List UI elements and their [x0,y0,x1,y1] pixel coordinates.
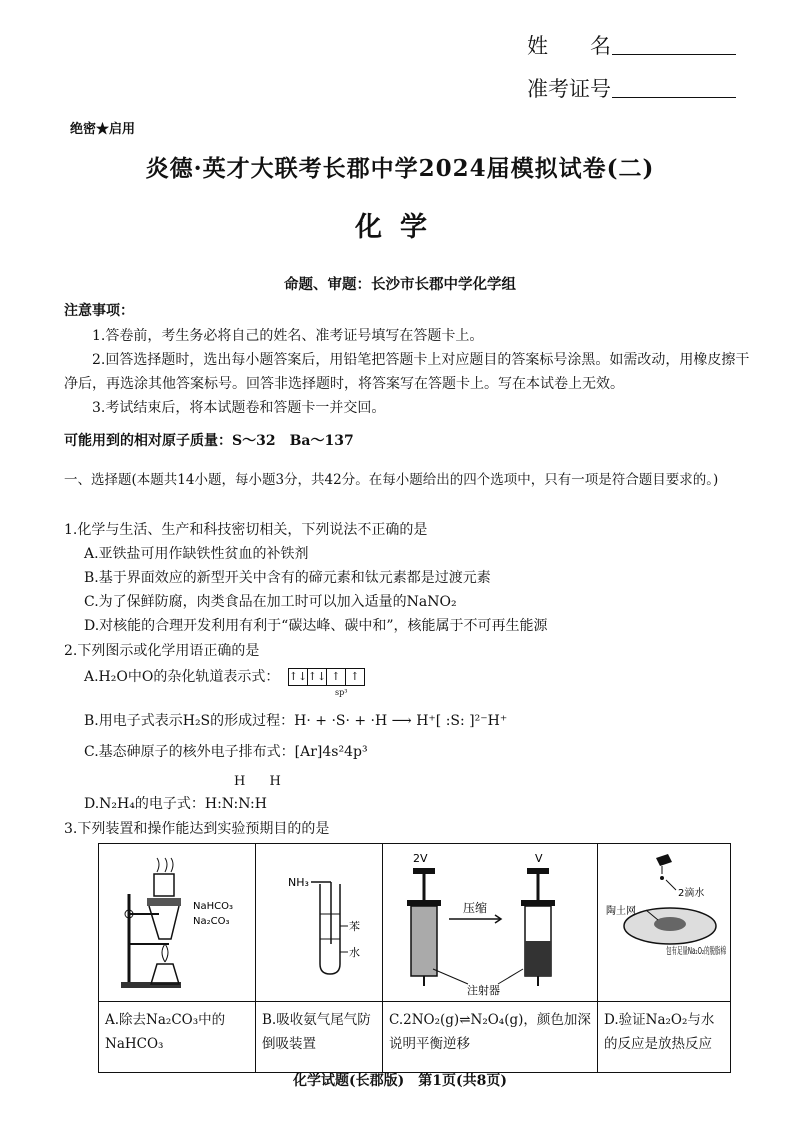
name-label: 姓 名 [527,34,611,58]
orbital-diagram [288,668,364,686]
q1-option-a: A.亚铁盐可用作缺铁性贫血的补铁剂 [84,546,309,562]
q2-option-a [84,666,744,686]
section-header: 一、选择题(本题共14小题，每小题3分，共42分。在每小题给出的四个选项中，只有一项是符合题目要求的。) [64,472,719,488]
q3-figure-b [256,844,383,1002]
fig-b-water-label: 水 [349,946,360,959]
orbital-box: ↑↓ [307,668,327,686]
q1-option-b: B.基于界面效应的新型开关中含有的碲元素和钛元素都是过渡元素 [84,570,491,586]
q2-option-d: D.N₂H₄的电子式：H:N:N:H [84,796,267,812]
question-1-stem: 1.化学与生活、生产和科技密切相关，下列说法不正确的是 [64,522,428,538]
fig-b-benzene-label: 苯 [349,920,360,933]
note-item: 2.回答选择题时，选出每小题答案后，用铅笔把答题卡上对应题目的答案标号涂黑。如需改动，用橡皮擦干净后，再选涂其他答案标号。回答非选择题时，将答案写在答题卡上。写在本试卷上无效。 [64,352,750,392]
q3-apparatus-table [98,843,771,1073]
page-footer: 化学试题(长郡版) 第1页(共8页) [293,1073,507,1089]
orbital-box: ↑ [326,668,346,686]
heating-apparatus-figure [99,844,255,997]
q3-caption-a: A.除去Na₂CO₃中的NaHCO₃ [99,1002,256,1073]
q3-caption-b: B.吸收氨气尾气防倒吸装置 [256,1002,383,1073]
q2-option-b: B.用电子式表示H₂S的形成过程：H· + ·S· + ·H ⟶ H⁺[ :S: ]²⁻H⁺ [84,713,508,729]
subject-title: 化学 [355,212,445,243]
q3-figure-c [383,844,598,1002]
sp3-label: sp³ [335,688,348,697]
n2h4-top-hydrogens: H H [234,774,291,789]
q1-option-c: C.为了保鲜防腐，肉类食品在加工时可以加入适量的NaNO₂ [84,594,457,610]
sodium-peroxide-figure [598,844,771,997]
q2-option-a-text: A.H₂O中O的杂化轨道表示式： [84,669,280,685]
fig-d-drops-label: 2滴水 [678,888,705,899]
q3-caption-c: C.2NO₂(g)⇌N₂O₄(g)，颜色加深说明平衡逆移 [383,1002,598,1073]
notes-title: 注意事项： [64,303,134,319]
syringe-compression-figure [383,844,597,997]
name-input-line[interactable] [612,32,736,55]
orbital-box: ↑ [345,668,365,686]
ammonia-absorption-figure [256,844,382,997]
exam-title: 炎德·英才大联考长郡中学2024届模拟试卷(二) [145,155,655,182]
exam-id-label: 准考证号 [527,77,611,101]
note-item: 1.答卷前，考生务必将自己的姓名、准考证号填写在答题卡上。 [92,328,484,344]
question-2-stem: 2.下列图示或化学用语正确的是 [64,643,260,659]
confidential-mark: 绝密★启用 [70,122,136,137]
fig-b-gas-label: NH₃ [288,876,309,889]
fig-d-net-label: 陶土网 [606,906,636,917]
fig-c-syringe-label: 注射器 [467,984,500,997]
q3-figure-a [99,844,256,1002]
fig-a-label-1: NaHCO₃ [193,901,233,912]
fig-c-volume-1: 2V [413,852,428,865]
author-line: 命题、审题：长沙市长郡中学化学组 [284,276,516,293]
fig-d-cotton-label: 包有足量Na₂O₂的脱脂棉 [666,946,771,957]
fig-a-label-2: Na₂CO₃ [193,916,230,927]
q3-figure-d [598,844,771,1002]
q3-caption-d: D.验证Na₂O₂与水的反应是放热反应 [598,1002,731,1073]
atomic-mass-line: 可能用到的相对原子质量：S～32 Ba～137 [64,433,354,449]
note-item: 3.考试结束后，将本试题卷和答题卡一并交回。 [92,400,386,416]
exam-id-input-line[interactable] [612,75,736,98]
question-3-stem: 3.下列装置和操作能达到实验预期目的的是 [64,821,330,837]
fig-c-action-label: 压缩 [463,901,488,915]
q2-option-c: C.基态砷原子的核外电子排布式：[Ar]4s²4p³ [84,744,368,760]
fig-c-volume-2: V [535,852,543,865]
q1-option-d: D.对核能的合理开发利用有利于“碳达峰、碳中和”，核能属于不可再生能源 [84,618,548,634]
orbital-box: ↑↓ [288,668,308,686]
